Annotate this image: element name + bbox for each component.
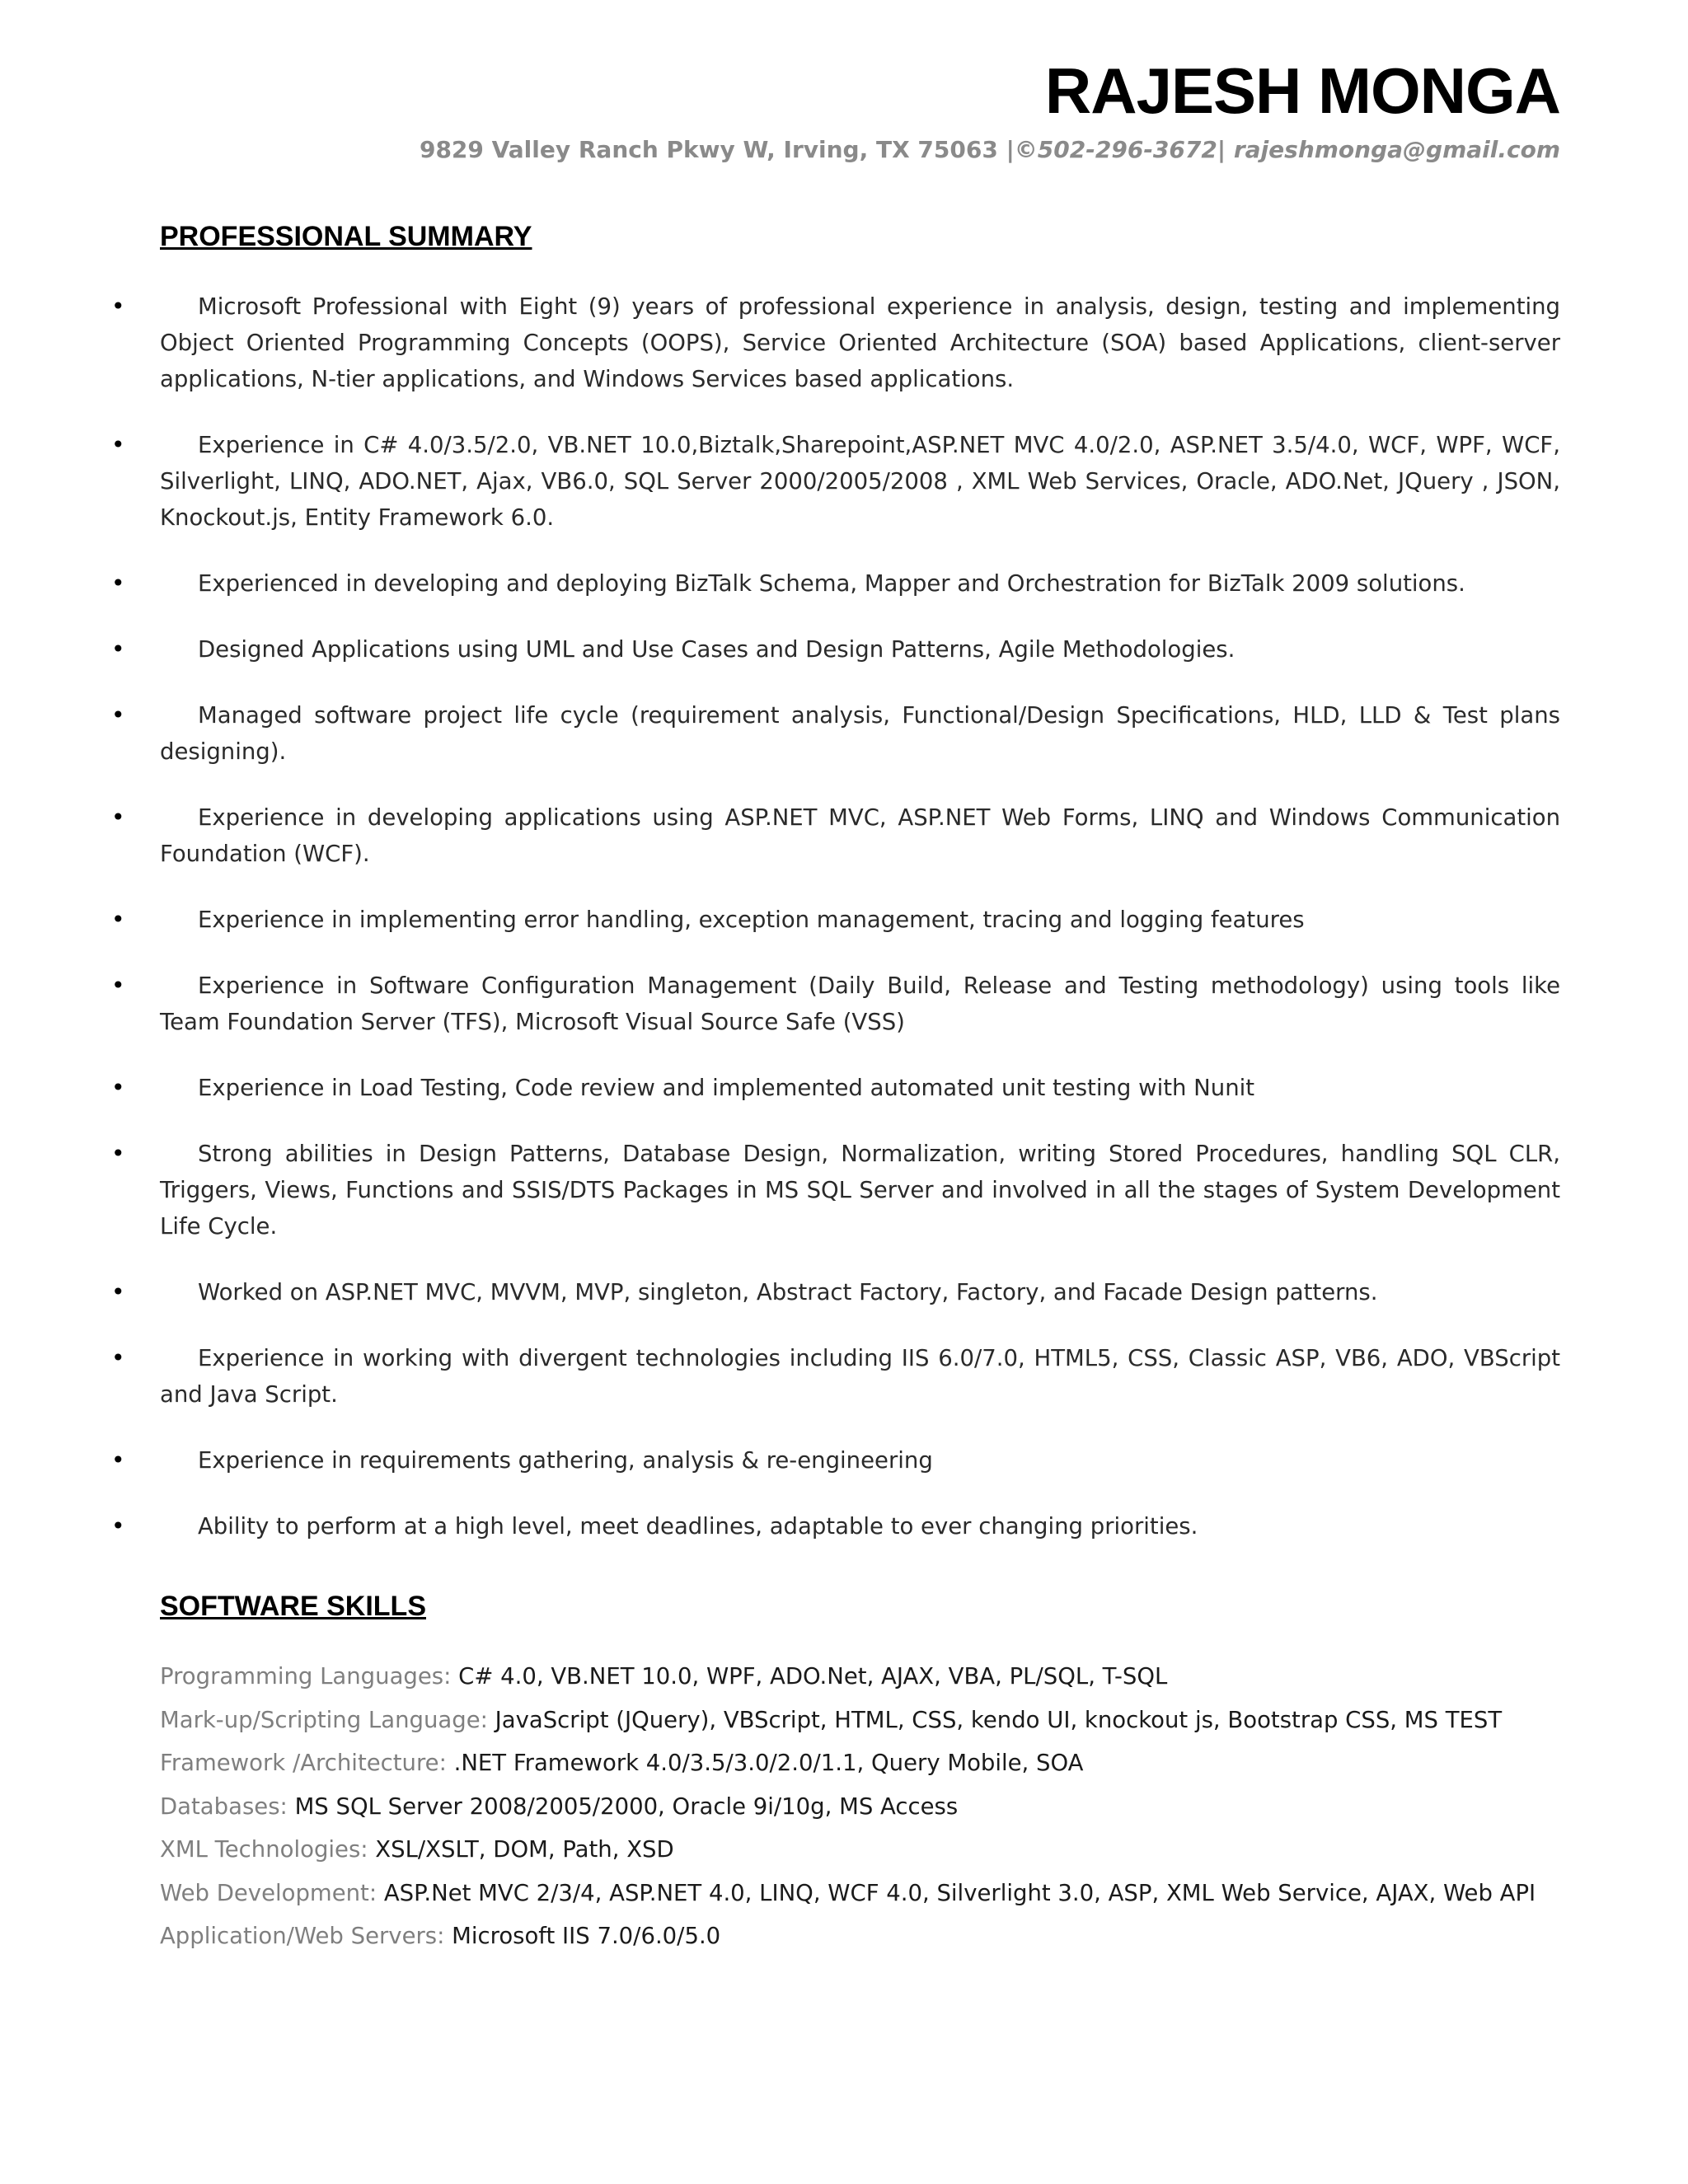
summary-item: [0, 1136, 1688, 1244]
contact-line: [420, 134, 1560, 166]
summary-item-text: Designed Applications using UML and Use Cases and Design Patterns, Agile Methodologies.: [198, 636, 1236, 663]
summary-item-text: Experience in Load Testing, Code review and implemented automated unit testing with Nunit: [198, 1075, 1255, 1101]
summary-item: [0, 968, 1688, 1040]
skill-value: Microsoft IIS 7.0/6.0/5.0: [452, 1923, 721, 1949]
summary-item: [0, 427, 1688, 536]
skill-value: MS SQL Server 2008/2005/2000, Oracle 9i/10g, MS Access: [294, 1793, 959, 1820]
bullet-icon: •: [111, 1074, 125, 1101]
skill-row: [160, 1699, 1561, 1742]
skill-value: ASP.Net MVC 2/3/4, ASP.NET 4.0, LINQ, WCF 4.0, Silverlight 3.0, ASP, XML Web Service, AJAX, Web API: [383, 1879, 1536, 1906]
email-link[interactable]: rajeshmonga@gmail.com: [1233, 136, 1560, 163]
candidate-name: RAJESH MONGA: [1044, 54, 1560, 127]
skill-label: Mark-up/Scripting Language:: [160, 1706, 495, 1733]
summary-item: [0, 1340, 1688, 1413]
summary-item: [0, 697, 1688, 770]
summary-item-text: Experienced in developing and deploying BizTalk Schema, Mapper and Orchestration for BizTalk 2009 solutions.: [198, 570, 1465, 597]
summary-item-text: Strong abilities in Design Patterns, Database Design, Normalization, writing Stored Procedures, handling SQL CLR, Triggers, Views, Functions and SSIS/DTS Packages in MS SQL Server and involved in all the stages of System Development Life Cycle.: [160, 1141, 1560, 1240]
skill-row: [160, 1915, 1561, 1958]
summary-item-text: Experience in requirements gathering, analysis & re-engineering: [198, 1447, 933, 1474]
summary-item-text: Managed software project life cycle (requirement analysis, Functional/Design Specifications, HLD, LLD & Test plans designing).: [160, 702, 1560, 765]
bullet-icon: •: [111, 972, 125, 999]
summary-item-text: Experience in implementing error handling, exception management, tracing and logging features: [198, 907, 1305, 933]
skill-value: JavaScript (JQuery), VBScript, HTML, CSS, kendo UI, knockout js, Bootstrap CSS, MS TEST: [495, 1706, 1503, 1733]
summary-item: [0, 288, 1688, 397]
bullet-icon: •: [111, 906, 125, 933]
bullet-icon: •: [111, 804, 125, 831]
skill-row: [160, 1785, 1561, 1829]
skill-label: Databases:: [160, 1793, 295, 1820]
bullet-icon: •: [111, 1278, 125, 1305]
bullet-icon: •: [111, 1344, 125, 1371]
summary-item: [0, 1274, 1688, 1310]
bullet-icon: •: [111, 1140, 125, 1167]
summary-item-text: Worked on ASP.NET MVC, MVVM, MVP, singleton, Abstract Factory, Factory, and Facade Design patterns.: [198, 1279, 1378, 1305]
bullet-icon: •: [111, 701, 125, 729]
contact-separator: |: [1217, 136, 1234, 163]
summary-item-text: Ability to perform at a high level, meet deadlines, adaptable to ever changing priorities.: [198, 1513, 1198, 1540]
summary-item-text: Experience in C# 4.0/3.5/2.0, VB.NET 10.0,Biztalk,Sharepoint,ASP.NET MVC 4.0/2.0, ASP.NET 3.5/4.0, WCF, WPF, WCF, Silverlight, LINQ, ADO.NET, Ajax, VB6.0, SQL Server 2000/2005/2008 , XML Web Services, Oracle, ADO.Net, JQuery , JSON, Knockout.js, Entity Framework 6.0.: [160, 432, 1560, 531]
skill-label: Programming Languages:: [160, 1663, 459, 1690]
summary-item-text: Experience in working with divergent technologies including IIS 6.0/7.0, HTML5, CSS, Classic ASP, VB6, ADO, VBScript and Java Script.: [160, 1345, 1560, 1408]
summary-item: [0, 565, 1688, 602]
summary-item: [0, 902, 1688, 938]
summary-list: [0, 288, 1688, 1574]
skill-label: Application/Web Servers:: [160, 1923, 452, 1949]
skill-value: C# 4.0, VB.NET 10.0, WPF, ADO.Net, AJAX, VBA, PL/SQL, T-SQL: [458, 1663, 1168, 1690]
professional-summary-heading: PROFESSIONAL SUMMARY: [160, 221, 532, 252]
skill-value: .NET Framework 4.0/3.5/3.0/2.0/1.1, Query Mobile, SOA: [453, 1750, 1084, 1776]
skill-value: XSL/XSLT, DOM, Path, XSD: [375, 1836, 674, 1863]
skill-label: XML Technologies:: [160, 1836, 376, 1863]
summary-item-text: Microsoft Professional with Eight (9) years of professional experience in analysis, design, testing and implementing Object Oriented Programming Concepts (OOPS), Service Oriented Architecture (SOA) based Applications, client-server applications, N-tier applications, and Windows Services based applications.: [160, 293, 1560, 392]
address: 9829 Valley Ranch Pkwy W, Irving, TX 75063 |: [419, 136, 1015, 163]
skill-row: [160, 1741, 1561, 1785]
skill-label: Framework /Architecture:: [160, 1750, 454, 1776]
skill-row: [160, 1828, 1561, 1872]
resume-header: [420, 49, 1560, 166]
phone-number[interactable]: 502-296-3672: [1037, 136, 1217, 163]
summary-item: [0, 1070, 1688, 1106]
summary-item: [0, 799, 1688, 872]
skill-row: [160, 1655, 1561, 1699]
bullet-icon: •: [111, 569, 125, 597]
skills-list: [160, 1655, 1561, 1958]
summary-item-text: Experience in developing applications using ASP.NET MVC, ASP.NET Web Forms, LINQ and Windows Communication Foundation (WCF).: [160, 804, 1560, 867]
bullet-icon: •: [111, 635, 125, 663]
summary-item: [0, 1442, 1688, 1479]
bullet-icon: •: [111, 431, 125, 458]
summary-item: [0, 1508, 1688, 1544]
bullet-icon: •: [111, 1512, 125, 1540]
summary-item: [0, 631, 1688, 668]
software-skills-heading: SOFTWARE SKILLS: [160, 1591, 426, 1622]
phone-icon: ©: [1014, 136, 1038, 163]
skill-row: [160, 1872, 1561, 1915]
summary-item-text: Experience in Software Configuration Management (Daily Build, Release and Testing methodology) using tools like Team Foundation Server (TFS), Microsoft Visual Source Safe (VSS): [160, 972, 1560, 1035]
bullet-icon: •: [111, 1446, 125, 1474]
skill-label: Web Development:: [160, 1879, 384, 1906]
bullet-icon: •: [111, 293, 125, 320]
